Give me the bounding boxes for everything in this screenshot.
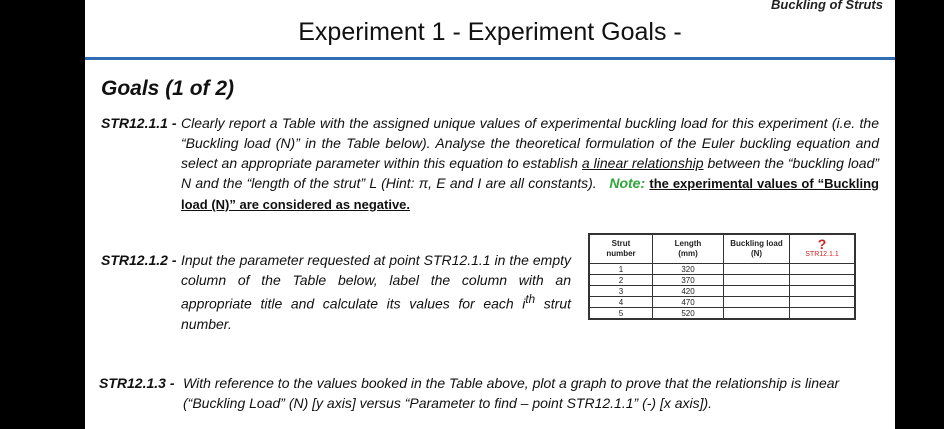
cell-param bbox=[790, 286, 856, 297]
cell-load bbox=[724, 308, 790, 320]
cell-load bbox=[724, 297, 790, 308]
goal-text bbox=[181, 113, 879, 215]
goal-text bbox=[181, 250, 571, 334]
note-text: the experimental values of “Buckling load (N)” are considered as negative. bbox=[181, 176, 879, 212]
goal-text-part: strut number. bbox=[181, 295, 571, 332]
struts-table bbox=[588, 233, 856, 320]
table-row bbox=[589, 297, 855, 308]
goal-text-part: Clearly report a Table with the assigned unique values of experimental buckling load for this experiment (i.e. the “Buckling load (N)” in the Table below). Analyse the theoretical formulation of the Euler buckling equation and select an appropriate parameter within this equation to establish bbox=[181, 115, 879, 171]
cell-length: 520 bbox=[653, 308, 724, 320]
cell-param bbox=[790, 264, 856, 275]
title-divider bbox=[85, 57, 895, 60]
goal-str12-1-2 bbox=[101, 250, 571, 340]
goal-code: STR12.1.3 - bbox=[99, 375, 175, 391]
goal-code: STR12.1.1 - bbox=[101, 115, 177, 131]
table-header-row bbox=[589, 234, 855, 264]
cell-length: 370 bbox=[653, 275, 724, 286]
cell-load bbox=[724, 264, 790, 275]
page-title: Experiment 1 - Experiment Goals - bbox=[298, 18, 682, 46]
section-heading: Goals (1 of 2) bbox=[101, 77, 235, 100]
cell-length: 320 bbox=[653, 264, 724, 275]
cell-strut: 1 bbox=[589, 264, 653, 275]
goal-text-part: Input the parameter requested at point STR12.1.1 in the empty column of the Table below, label the column with an appropriate title and calculate its values for each i bbox=[181, 252, 571, 312]
header-buckling-load: Buckling load (N) bbox=[724, 234, 790, 264]
header-unknown-parameter bbox=[790, 234, 856, 264]
goal-code: STR12.1.2 - bbox=[101, 252, 177, 268]
cell-load bbox=[724, 286, 790, 297]
cell-length: 420 bbox=[653, 286, 724, 297]
superscript: th bbox=[525, 293, 536, 306]
cell-strut: 2 bbox=[589, 275, 653, 286]
cell-param bbox=[790, 308, 856, 320]
cell-strut: 5 bbox=[589, 308, 653, 320]
cell-param bbox=[790, 297, 856, 308]
cell-strut: 4 bbox=[589, 297, 653, 308]
unknown-ref: STR12.1.1 bbox=[805, 251, 839, 258]
goal-str12-1-1 bbox=[101, 113, 881, 213]
cell-strut: 3 bbox=[589, 286, 653, 297]
goal-text-part: between the “buckling load” N and the “length of the strut” L (Hint: π, E and I are all constants). bbox=[181, 155, 880, 191]
cell-load bbox=[724, 275, 790, 286]
slide bbox=[85, 0, 895, 429]
table-row bbox=[589, 275, 855, 286]
linear-relationship-underlined: a linear relationship bbox=[581, 155, 704, 171]
cell-length: 470 bbox=[653, 297, 724, 308]
question-mark: ? bbox=[817, 236, 827, 252]
header-strut-number: Strut number bbox=[589, 234, 653, 264]
table-row bbox=[589, 264, 855, 275]
table-row bbox=[589, 308, 855, 320]
cell-param bbox=[790, 275, 856, 286]
table-row bbox=[589, 286, 855, 297]
goal-str12-1-3 bbox=[99, 373, 889, 417]
topic-header: Buckling of Struts bbox=[771, 0, 883, 12]
note-label: Note: bbox=[609, 175, 646, 191]
header-length: Length (mm) bbox=[653, 234, 724, 264]
goal-text: With reference to the values booked in the Table above, plot a graph to prove that the relationship is linear (“Buckling Load” (N) [y axis] versus “Parameter to find – point STR12.1.1” (-) [x axis]). bbox=[183, 375, 840, 411]
